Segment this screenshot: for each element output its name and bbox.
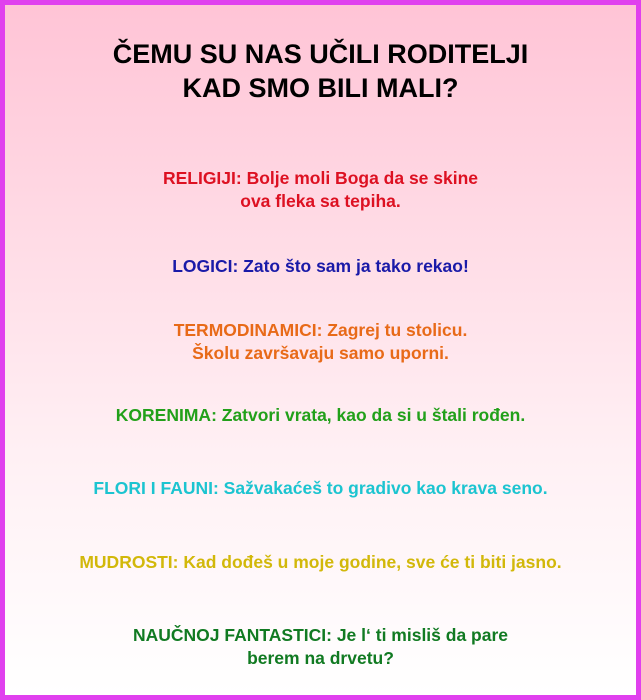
entry-religiji-line-1: RELIGIJI: Bolje moli Boga da se skine	[162, 168, 479, 188]
entry-naucnoj-line-2: berem na drvetu?	[247, 648, 394, 668]
entry-logici	[5, 255, 636, 278]
entry-korenima-line-1: KORENIMA: Zatvori vrata, kao da si u štali rođen.	[115, 405, 526, 425]
entry-naucnoj-fantastici	[5, 624, 636, 670]
entry-korenima	[5, 404, 636, 427]
entry-mudrosti-line-1: MUDROSTI: Kad dođeš u moje godine, sve će ti biti jasno.	[79, 552, 562, 572]
entry-termodinamici-line-2: Školu završavaju samo uporni.	[192, 343, 449, 363]
entry-logici-line-1: LOGICI: Zato što sam ja tako rekao!	[172, 256, 469, 276]
entry-flori-i-fauni	[5, 477, 636, 500]
entry-flori-line-1: FLORI I FAUNI: Sažvakaćeš to gradivo kao krava seno.	[93, 478, 548, 498]
entry-religiji-line-2: ova fleka sa tepiha.	[240, 191, 401, 211]
title-line-1: ČEMU SU NAS UČILI RODITELJI	[112, 39, 529, 69]
entry-termodinamici-line-1: TERMODINAMICI: Zagrej tu stolicu.	[173, 320, 468, 340]
page-title	[5, 37, 636, 105]
entry-mudrosti	[5, 551, 636, 574]
entry-naucnoj-line-1: NAUČNOJ FANTASTICI: Je l‘ ti misliš da pare	[132, 625, 509, 645]
title-line-2: KAD SMO BILI MALI?	[182, 73, 459, 103]
entry-religiji	[5, 167, 636, 213]
entry-termodinamici	[5, 319, 636, 365]
